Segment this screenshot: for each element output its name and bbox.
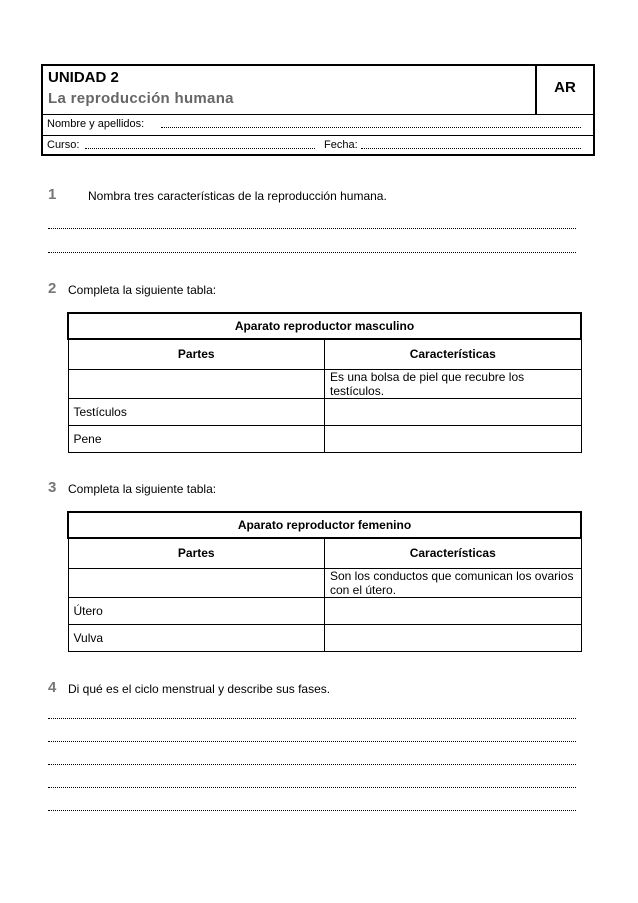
answer-line[interactable] <box>48 764 576 765</box>
header-title-row <box>43 66 593 115</box>
answer-line[interactable] <box>48 228 576 229</box>
column-header: Partes <box>68 339 325 369</box>
table-title: Aparato reproductor masculino <box>68 313 581 339</box>
unit-topic: La reproducción humana <box>48 90 234 107</box>
table-cell: Son los conductos que comunican los ovarios con el útero. <box>325 568 582 597</box>
table-cell-blank[interactable] <box>68 568 325 597</box>
date-field[interactable] <box>361 148 581 149</box>
worksheet-header <box>41 64 595 156</box>
table-cell-blank[interactable] <box>325 425 582 452</box>
female-system-table <box>67 511 582 652</box>
question-2-number: 2 <box>48 280 57 297</box>
course-field[interactable] <box>85 148 315 149</box>
table-row <box>68 568 581 597</box>
table-row <box>68 624 581 651</box>
table-cell-blank[interactable] <box>325 398 582 425</box>
question-1-text: Nombra tres características de la reproducción humana. <box>88 189 387 203</box>
answer-line[interactable] <box>48 741 576 742</box>
table-row <box>68 398 581 425</box>
question-1-number: 1 <box>48 186 57 203</box>
answer-line[interactable] <box>48 810 576 811</box>
table-cell-blank[interactable] <box>325 624 582 651</box>
date-label: Fecha: <box>324 139 358 151</box>
level-code: AR <box>554 79 576 96</box>
name-row <box>43 114 593 136</box>
column-header: Partes <box>68 538 325 568</box>
table-row <box>68 597 581 624</box>
level-code-cell <box>535 66 593 114</box>
table-cell: Es una bolsa de piel que recubre los testículos. <box>325 369 582 398</box>
name-label: Nombre y apellidos: <box>47 118 145 130</box>
table-title: Aparato reproductor femenino <box>68 512 581 538</box>
table-cell: Testículos <box>68 398 325 425</box>
name-field[interactable] <box>161 127 581 128</box>
table-row <box>68 369 581 398</box>
male-system-table <box>67 312 582 453</box>
column-header: Características <box>325 339 582 369</box>
question-3-number: 3 <box>48 479 57 496</box>
course-label: Curso: <box>47 139 80 151</box>
answer-line[interactable] <box>48 718 576 719</box>
table-cell: Útero <box>68 597 325 624</box>
question-2-text: Completa la siguiente tabla: <box>68 283 217 297</box>
question-4-number: 4 <box>48 679 57 696</box>
question-4-text: Di qué es el ciclo menstrual y describe sus fases. <box>68 682 331 696</box>
table-cell-blank[interactable] <box>68 369 325 398</box>
answer-line[interactable] <box>48 252 576 253</box>
question-3-text: Completa la siguiente tabla: <box>68 482 217 496</box>
table-cell: Vulva <box>68 624 325 651</box>
table-cell: Pene <box>68 425 325 452</box>
table-cell-blank[interactable] <box>325 597 582 624</box>
unit-label: UNIDAD 2 <box>48 69 119 86</box>
column-header: Características <box>325 538 582 568</box>
answer-line[interactable] <box>48 787 576 788</box>
table-row <box>68 425 581 452</box>
course-date-row <box>43 135 593 156</box>
